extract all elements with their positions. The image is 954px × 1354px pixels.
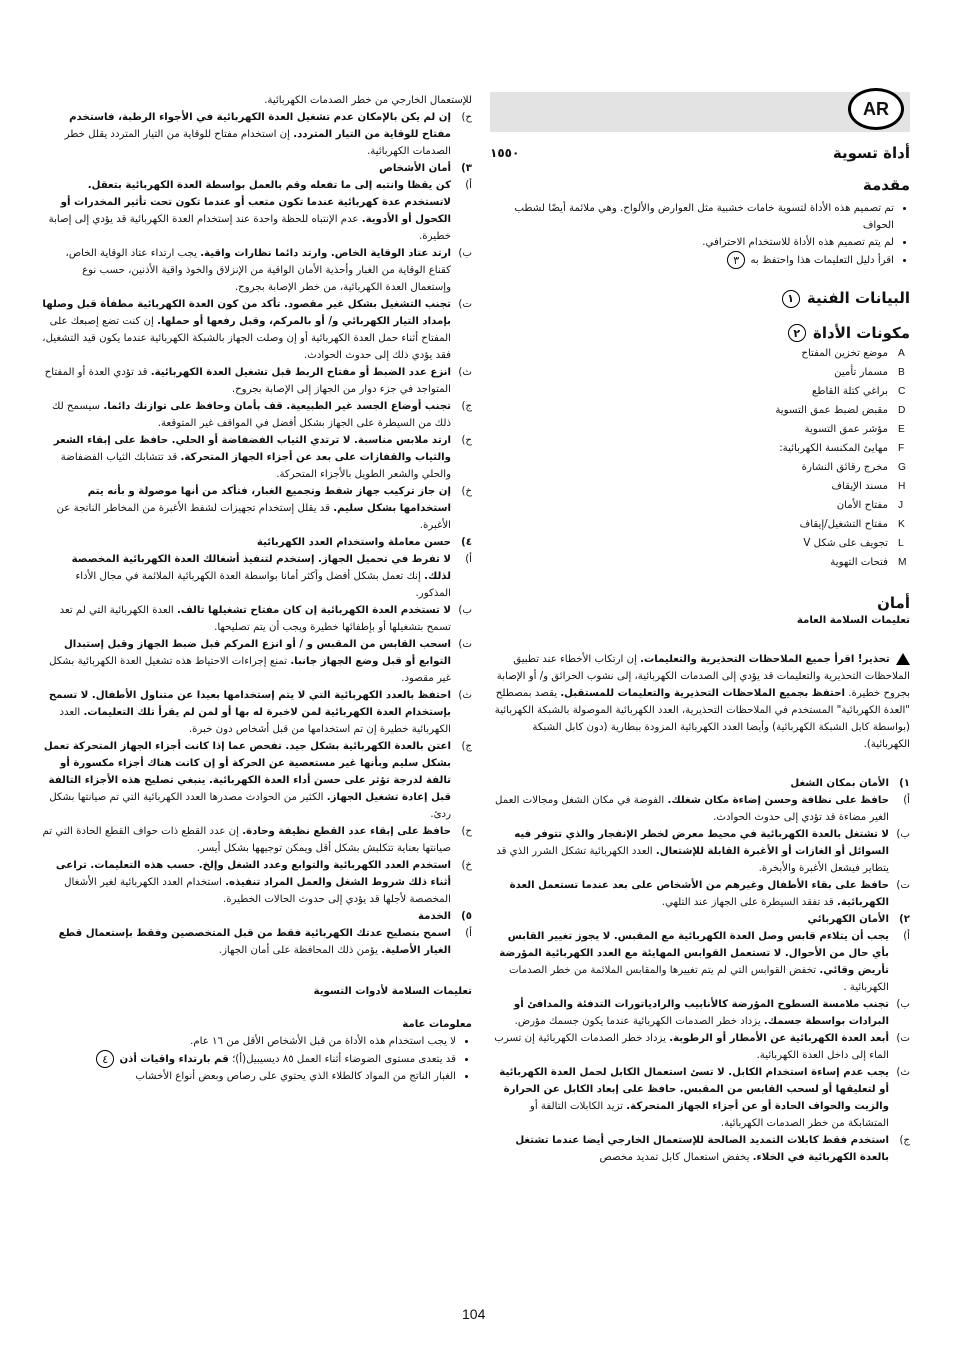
figure-ref-1: ١ [782, 290, 800, 308]
item-text: تخفض القوابس التي لم يتم تغييرها والمقابس الملائمة من خطر الصدمات الكهربائية . [508, 965, 889, 993]
page-number: 104 [462, 1306, 486, 1322]
safety-item [42, 636, 472, 687]
item-body [42, 177, 451, 245]
item-number: ٥) [461, 911, 472, 922]
safety-item [42, 602, 472, 636]
item-body [490, 826, 889, 877]
section-heading [490, 775, 910, 792]
section-heading-text: الأمان بمكان الشغل [790, 778, 889, 789]
safety-item [42, 823, 472, 857]
figure-ref-2: ٢ [788, 324, 806, 342]
component-label: براغي كتلة القاطع [811, 386, 888, 397]
item-bold-text: احتفظ بالعدد الكهربائية التي لا يتم إستخدامها بعيدا عن متناول الأطفال. لا تسمح بإستخدام العدة الكهربائية لمن لاخبرة له بها أو لمن لم يقرأ تلك التعليمات. [48, 690, 451, 718]
item-body [490, 792, 889, 826]
item-number: ٤) [461, 537, 472, 548]
figure-ref-3: ٣ [727, 251, 745, 269]
component-row [490, 382, 910, 401]
item-bold-text: حافظ على نظافة وحسن إضاءة مكان شغلك. [667, 795, 889, 806]
item-body [42, 687, 451, 738]
component-letter: B [898, 367, 905, 378]
item-bold-text: إن لم يكن بالإمكان عدم تشغيل العدة الكهربائية في الأجواء الرطبة، فاستخدم مفتاح للوقاية من التيار المتردد. [69, 112, 451, 140]
item-number: ت) [896, 1033, 910, 1044]
safety-item [42, 245, 472, 296]
planer-bullet: • لا يجب استخدام هذه الأداة من قبل الأشخاص الأقل من ١٦ عام. [42, 1033, 456, 1050]
section-heading [42, 534, 472, 551]
right-safety-items [490, 775, 910, 1166]
item-body [42, 483, 451, 534]
item-bold-text: لا تشتغل بالعدة الكهربائية في محيط معرض لخطر الإنفجار والذي تتوفر فيه السوائل أو الغازات أو الأغبرة القابلة للإشتعال. [514, 829, 889, 857]
right-column [490, 92, 910, 1166]
component-letter: C [898, 386, 906, 397]
item-bold-text: لا تفرط في تحميل الجهاز. إستخدم لتنفيذ أشغالك العدة الكهربائية المخصصة لذلك. [71, 554, 451, 582]
safety-item [490, 826, 910, 877]
item-text: يجب ارتداء عتاد الوقاية الخاص، كقناع الوقاية من الغبار وأحذية الأمان الواقية من الإنزلاق والخوذ واقية الأذنين، حسب نوع وإستعمال العدة الكهربائية، من خطر الإصابة بجروح. [65, 248, 451, 293]
item-body [490, 1132, 889, 1166]
item-body [490, 1064, 889, 1132]
planer-bullet-text: قد يتعدى مستوى الضوضاء أثناء العمل ٨٥ ديسيبيل(أ)؛ [232, 1054, 456, 1065]
item-body [42, 925, 451, 959]
component-label: فتحات التهوية [830, 557, 888, 568]
item-body [42, 160, 451, 177]
warning-text: إن ارتكاب الأخطاء عند تطبيق الملاحظات التحذيرية والتعليمات قد يؤدي إلى الصدمات الكهربائية، إلى نشوب الحرائق و/ أو الإصابة بجروح خطيرة. [496, 654, 910, 699]
item-bold-text: يجب عدم إساءة استخدام الكابل. لا تسئ استعمال الكابل لحمل العدة الكهربائية أو لتعليقها أو لسحب القابس من المقبس. حافظ على إبعاد الكابل عن الحرارة والزيت والحواف الحادة أو عن أجزاء الجهاز المتحركة. [499, 1067, 889, 1112]
item-body [42, 296, 451, 364]
component-letter: H [898, 481, 906, 492]
section-heading-text: الأمان الكهربائي [807, 914, 889, 925]
planer-safety-heading: تعليمات السلامة لأدوات التسوية [313, 986, 472, 997]
item-bold-text: اسمح بتصليح عدتك الكهربائية فقط من قبل المتخصصين وفقط بإستعمال قطع الغيار الأصلية. [58, 928, 451, 956]
item-body [42, 551, 451, 602]
intro-list [490, 200, 910, 269]
item-number: ب) [896, 999, 910, 1010]
item-text: إن استخدام مفتاح للوقاية من التيار المتردد يقلل خطر الصدمات الكهربائية. [64, 129, 451, 157]
general-info-heading: معلومات عامة [402, 1019, 472, 1030]
item-bold-text: حافظ على إبقاء عدد القطع نظيفة وحادة. [242, 826, 451, 837]
item-body [42, 857, 451, 908]
item-text: استخدام العدد الكهربائية لغير الأشغال المخصصة لأجلها قد يؤدي إلى حدوث الحالات الخطيرة. [64, 877, 451, 905]
item-bold-text: ارتد عتاد الوقاية الخاص. وارتد دائما نظارات واقية. [200, 248, 451, 259]
item-number: ج) [899, 1135, 910, 1146]
item-bold-text: تجنب أوضاع الجسد غير الطبيعية. قف بأمان وحافظ على توازنك دائما. [103, 401, 451, 412]
component-label: مخرج رقائق النشارة [801, 462, 888, 473]
item-text: قد تؤدي العدة أو المفتاح المتواجد في جزء دوار من الجهاز إلى الإصابة بجروح. [44, 367, 451, 395]
item-number: خ) [461, 486, 472, 497]
safety-item [42, 483, 472, 534]
item-bold-text: استخدم فقط كابلات التمديد الصالحة للإستعمال الخارجي أيضا عندما تشتغل بالعدة الكهربائية في الخلاء. [515, 1135, 889, 1163]
specs-heading-text: البيانات الفنية [806, 289, 910, 307]
item-body [490, 928, 889, 996]
intro-heading: مقدمة [862, 176, 910, 194]
left-safety-items [42, 92, 472, 959]
left-column [42, 92, 472, 1085]
component-label: مفتاح الأمان [836, 500, 888, 511]
safety-item [490, 928, 910, 996]
component-label: مسمار تأمين [834, 367, 888, 378]
item-body [42, 738, 451, 823]
language-badge: AR [848, 88, 904, 130]
item-bold-text: إن جاز تركيب جهاز شفط وتجميع الغبار، فتأكد من أنها موصولة و بأنه يتم استخدامها بشكل سليم. [87, 486, 451, 514]
components-list [490, 344, 910, 572]
item-text: إن كنت تضع إصبعك على المفتاح أثناء حمل العدة الكهربائية أو إن وصلت الجهاز بالشبكة الكهربائية عندما يكون قيد التشغيل، فقد يؤدي ذلك إلى حدوث الحوادث. [42, 316, 451, 361]
safety-item [42, 738, 472, 823]
component-letter: J [898, 500, 904, 511]
planer-bullet [42, 1050, 456, 1068]
item-bold-text: حافظ على بقاء الأطفال وغيرهم من الأشخاص على بعد عندما تستعمل العدة الكهربائية. [509, 880, 889, 908]
safety-item [490, 792, 910, 826]
component-label: مفتاح التشغيل/إيقاف [799, 519, 888, 530]
component-letter: D [898, 405, 906, 416]
specs-heading [490, 289, 910, 308]
component-letter: E [898, 424, 905, 435]
safety-item [42, 364, 472, 398]
item-bold-text: اسحب القابس من المقبس و / أو انزع المركم قبل ضبط الجهاز وقبل إستبدال التوابع أو قبل وضع الجهاز جانبا. [63, 639, 451, 667]
safety-item [42, 398, 472, 432]
component-letter: F [898, 443, 905, 454]
component-row [490, 477, 910, 496]
tool-title: أداة تسوية [832, 144, 910, 162]
item-body [42, 908, 451, 925]
section-heading [42, 160, 472, 177]
warning-bold-2: احتفظ بجميع الملاحظات التحذيرية والتعليمات للمستقبل. [560, 688, 846, 699]
component-letter: G [898, 462, 906, 473]
item-number: أ) [903, 795, 910, 806]
item-number: ب) [896, 829, 910, 840]
item-bold-text: لا تستخدم العدة الكهربائية إن كان مفتاح تشغيلها تالف. [177, 605, 451, 616]
safety-item [42, 296, 472, 364]
item-text: عدم الإنتباه للحظة واحدة عند إستخدام العدة الكهربائية قد يؤدي إلى إصابة خطيرة. [48, 214, 451, 242]
item-text: قد يقلل إستخدام تجهيزات لشفط الأغبرة من المخاطر الناتجة عن الأغبرة. [56, 503, 451, 531]
item-text: الكثير من الحوادث مصدرها العدد الكهربائية التي تم صيانتها بشكل ردئ. [49, 792, 451, 820]
item-number: ث) [458, 690, 472, 701]
safety-item [490, 996, 910, 1030]
component-letter: K [898, 519, 905, 530]
component-letter: L [898, 538, 904, 549]
tool-title-row [490, 144, 910, 162]
component-label: مقبض لضبط عمق التسوية [775, 405, 888, 416]
item-text: العدة الكهربائية التي لم تعد تسمح بتشغيلها أو بإطفائها خطيرة ويجب أن يتم تصليحها. [59, 605, 451, 633]
item-number: أ) [465, 928, 472, 939]
component-row [490, 344, 910, 363]
item-bold-text: تجنب ملامسة السطوح المؤرضة كالأنابيب والرادياتورات التدفئة والمدافئ أو البرادات بواسطة جسمك. [513, 999, 889, 1027]
section-heading [490, 911, 910, 928]
item-number: ث) [458, 367, 472, 378]
item-text: يزداد خطر الصدمات الكهربائية عندما يكون جسمك مؤرض. [514, 1016, 761, 1027]
planer-bullet-bold: قم بارتداء واقيات أذن [119, 1054, 229, 1065]
item-text: قد تفقد السيطرة على الجهاز عند التلهي. [661, 897, 834, 908]
component-row [490, 496, 910, 515]
component-row [490, 420, 910, 439]
section-heading-text: حسن معاملة واستخدام العدد الكهربائية [256, 537, 451, 548]
warning-icon [896, 653, 910, 665]
components-heading [490, 324, 910, 343]
item-body [42, 398, 451, 432]
components-heading-text: مكونات الأداة [813, 323, 910, 342]
item-body [42, 364, 451, 398]
component-row [490, 553, 910, 572]
intro-bullet [490, 251, 894, 269]
component-label: تجويف على شكل V [803, 538, 888, 549]
item-number: ح) [461, 112, 472, 123]
item-number: ت) [458, 639, 472, 650]
item-bold-text: تجنب التشغيل بشكل غير مقصود. تأكد من كون العدة الكهربائية مطفأة قبل وصلها بإمداد التيار الكهربائي و/ أو بالمركم، وقبل رفعها أو حملها. [42, 299, 451, 327]
item-number: أ) [465, 554, 472, 565]
item-bold-text: ارتد ملابس مناسبة. لا ترتدي الثياب الفضفاضة أو الحلي. حافظ على إبقاء الشعر والثياب والقفازات على بعد عن أجزاء الجهاز المتحركة. [53, 435, 451, 463]
safety-item [42, 687, 472, 738]
item-text: سيسمح لك ذلك من السيطرة على الجهاز بشكل أفضل في المواقف غير المتوقعة. [52, 401, 451, 429]
item-number: ب) [458, 605, 472, 616]
intro-bullet: • لم يتم تصميم هذه الأداة للاستخدام الاحترافي. [490, 234, 894, 251]
component-letter: M [898, 557, 907, 568]
item-number: ج) [461, 741, 472, 752]
warning-block [490, 651, 910, 753]
item-bold-text: اعتن بالعدة الكهربائية بشكل جيد. تفحص عما إذا كانت أجزاء الجهاز المتحركة تعمل بشكل سليم وبأنها غير مستعصية عن الحركة أو إن كانت هناك أجزاء مكسورة أو تالفة لدرجة تؤثر على حسن أداء العدة الكهربائية. ينبغي تصليح هذه الأجزاء التالفة قبل إعادة تشغيل الجهاز. [43, 741, 451, 803]
item-body [42, 109, 451, 160]
continued-text: للإستعمال الخارجي من خطر الصدمات الكهربائية. [264, 95, 472, 106]
item-bold-text: كن يقظا وانتبه إلى ما تفعله وقم بالعمل بواسطة العدة الكهربائية بتعقل. لاتستخدم عدة كهربائية عندما تكون متعب أو عندما تكون تحت تأثير المخدرات أو الكحول أو الأدوية. [60, 180, 451, 225]
safety-item [42, 177, 472, 245]
component-label: موضع تخزين المفتاح [801, 348, 888, 359]
section-heading-text: الخدمة [417, 911, 451, 922]
safety-item [42, 109, 472, 160]
item-number: ١) [899, 778, 910, 789]
component-row [490, 515, 910, 534]
item-body [490, 911, 889, 928]
item-text: يخفض استعمال كابل تمديد مخصص [599, 1152, 750, 1163]
component-row [490, 401, 910, 420]
section-heading [42, 908, 472, 925]
item-body [42, 245, 451, 296]
item-number: ث) [896, 1067, 910, 1078]
intro-bullet: • تم تصميم هذه الأداة لتسوية خامات خشبية مثل العوارض والألواح. وهي ملائمة أيضًا لشطب الحواف [490, 200, 894, 234]
safety-item [42, 432, 472, 483]
item-text: تمنع إجراءات الاحتياط هذه تشغيل العدة الكهربائية بشكل غير مقصود. [49, 656, 451, 684]
component-row [490, 439, 910, 458]
item-text: يزداد خطر الصدمات الكهربائية إن تسرب الماء إلى داخل العدة الكهربائية. [494, 1033, 889, 1061]
item-body [490, 996, 889, 1030]
safety-heading: أمان [877, 594, 910, 612]
planer-safety-list [42, 1033, 472, 1085]
safety-item [42, 857, 472, 908]
item-text: العدد الكهربائية تشكل الشرر الذي قد يتطاير فيشعل الأغبرة والأبخرة. [496, 846, 889, 874]
safety-item [490, 1030, 910, 1064]
component-label: مسند الإيقاف [831, 481, 888, 492]
item-number: ج) [461, 401, 472, 412]
item-number: ت) [458, 299, 472, 310]
item-number: ب) [458, 248, 472, 259]
item-number: خ) [461, 860, 472, 871]
component-row [490, 458, 910, 477]
warning-text-2: يقصد بمصطلح "العدة الكهربائية" المستخدم في الملاحظات التحذيرية، العدد الكهربائية الموصولة بالشبكة الكهربائية (بواسطة كابل الشبكة الكهربائية) وأيضا العدد الكهربائية المزودة ببطارية (دون كابل الشبكة الكهربائية). [494, 688, 910, 750]
component-label: مهايئ المكنسة الكهربائية: [779, 443, 888, 454]
safety-item [42, 551, 472, 602]
safety-item [42, 925, 472, 959]
item-text: العدد الكهربائية خطيرة إن تم استخدامها من قبل أشخاص دون خبرة. [59, 707, 451, 735]
item-bold-text: انزع عدد الضبط أو مفتاح الربط قبل تشغيل العدة الكهربائية. [150, 367, 451, 378]
language-bar [490, 92, 910, 132]
item-text: تزيد الكابلات التالفة أو المتشابكة من خطر الصدمات الكهربائية. [529, 1101, 889, 1129]
safety-subheading: تعليمات السلامة العامة [796, 615, 910, 626]
item-body [42, 823, 451, 857]
safety-item [490, 877, 910, 911]
item-number: ح) [461, 826, 472, 837]
component-letter: A [898, 348, 905, 359]
section-heading-text: أمان الأشخاص [379, 163, 451, 174]
component-label: مؤشر عمق التسوية [804, 424, 888, 435]
safety-item [490, 1132, 910, 1166]
item-body [42, 534, 451, 551]
item-number: أ) [903, 931, 910, 942]
item-bold-text: يجب أن يتلاءم قابس وصل العدة الكهربائية مع المقبس. لا يجوز تغيير القابس بأي حال من الأحوال. لا تستعمل القوابس المهايئة مع العدد الكهربائية المؤرضة تأريض وقائي. [499, 931, 889, 976]
item-body [42, 636, 451, 687]
item-text: إنك تعمل بشكل أفضل وأكثر أمانا بواسطة العدة الكهربائية الملائمة في مجال الأداء المذكور. [75, 571, 451, 599]
component-row [490, 363, 910, 382]
item-bold-text: أبعد العدة الكهربائية عن الأمطار أو الرطوبة. [669, 1033, 889, 1044]
figure-ref-4: ٤ [96, 1050, 114, 1068]
item-body [42, 432, 451, 483]
item-bold-text: استخدم العدد الكهربائية والتوابع وعدد الشغل وإلخ. حسب هذه التعليمات. تراعى أثناء ذلك شروط الشغل والعمل المراد تنفيذه. [55, 860, 451, 888]
item-text: الفوضة في مكان الشغل ومجالات العمل الغير مضاءة قد تؤدي إلى حدوث الحوادث. [494, 795, 889, 823]
component-row [490, 534, 910, 553]
item-number: ٢) [899, 914, 910, 925]
safety-item [490, 1064, 910, 1132]
planer-bullet: • الغبار الناتج من المواد كالطلاء الذي يحتوي على رصاص وبعض أنواع الأخشاب [42, 1068, 456, 1085]
item-body [490, 877, 889, 911]
intro-bullet-text: اقرأ دليل التعليمات هذا واحتفظ به [750, 255, 894, 266]
item-number: ح) [461, 435, 472, 446]
item-text: قد تتشابك الثياب الفضفاضة والحلي والشعر الطويل بالأجزاء المتحركة. [60, 452, 451, 480]
item-body [490, 775, 889, 792]
item-number: أ) [465, 180, 472, 191]
item-text: يؤمن ذلك المحافظة على أمان الجهاز. [218, 945, 378, 956]
item-number: ٣) [461, 163, 472, 174]
warning-bold: تحذير! اقرأ جميع الملاحظات التحذيرية والتعليمات. [640, 654, 890, 665]
item-body [490, 1030, 889, 1064]
item-body [42, 602, 451, 636]
item-text: إن عدد القطع ذات حواف القطع الحادة التي تم صيانتها بعناية تتكلبش بشكل أقل ويمكن توجيهها بشكل أيسر. [42, 826, 451, 854]
item-number: ت) [896, 880, 910, 891]
model-number: ١٥٥٠ [490, 146, 520, 160]
